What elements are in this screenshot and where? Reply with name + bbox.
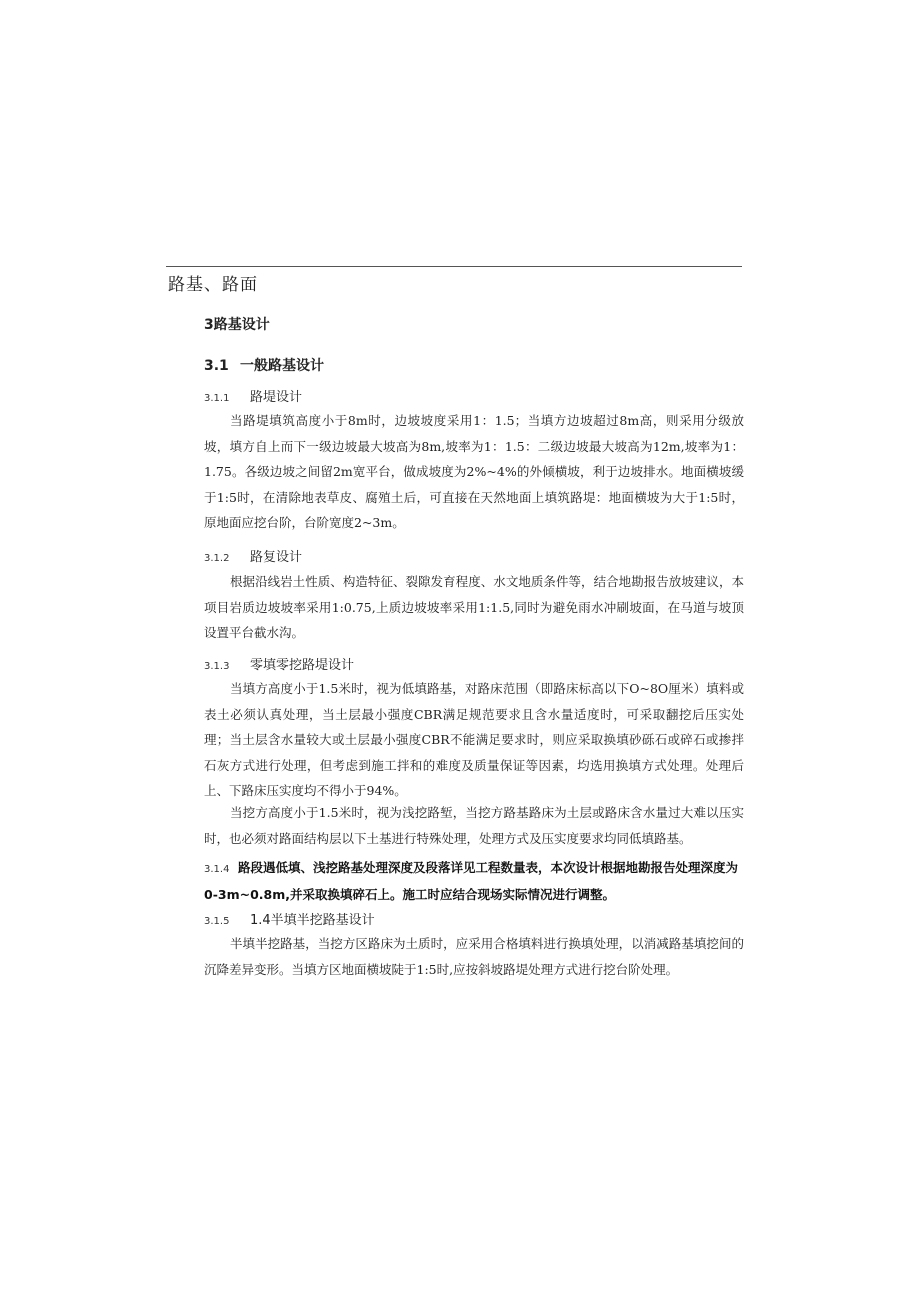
subsection-heading-3-1-1 bbox=[204, 386, 302, 405]
subsection-number: 3.1.1 bbox=[204, 393, 230, 404]
paragraph: 当挖方高度小于1.5米时，视为浅挖路堑，当挖方路基路床为土层或路床含水量过大难以压实时，也必须对路面结构层以下土基进行特殊处理，处理方式及压实度要求均同低填路基。 bbox=[204, 805, 744, 846]
subsection-text: 路段遇低填、浅挖路基处理深度及段落详见工程数量表，本次设计根据地勘报告处理深度为0-3m~0.8m,并采取换填碎石上。施工时应结合现场实际情况进行调整。 bbox=[204, 860, 739, 902]
section-heading bbox=[204, 355, 324, 375]
running-header: 路基、路面 bbox=[168, 275, 258, 295]
paragraph: 根据沿线岩土性质、构造特征、裂隙发育程度、水文地质条件等，结合地勘报告放坡建议，本项目岩质边坡坡率采用1:0.75,上质边坡坡率采用1:1.5,同时为避免雨水冲刷坡面，在马道与坡顶设置平台截水沟。 bbox=[204, 574, 744, 640]
subsection-3-1-4 bbox=[204, 855, 744, 907]
paragraph: 当路堤填筑高度小于8m时，边坡坡度采用1：1.5；当填方边坡超过8m高，则采用分级放坡，填方自上而下一级边坡最大坡高为8m,坡率为1：1.5：二级边坡最大坡高为12m,坡率为1：1.75。各级边坡之间留2m宽平台，做成坡度为2%~4%的外倾横坡，利于边坡排水。地面横坡缓于1:5时，在清除地表草皮、腐殖土后，可直接在天然地面上填筑路堤：地面横坡为大于1:5时，原地面应挖台阶，台阶宽度2~3m。 bbox=[204, 413, 744, 530]
section-title: 一般路基设计 bbox=[240, 358, 324, 374]
subsection-title: 1.4半填半挖路基设计 bbox=[250, 913, 375, 928]
subsection-number: 3.1.2 bbox=[204, 553, 230, 564]
paragraph: 当填方高度小于1.5米时，视为低填路基，对路床范围（即路床标高以下O~8O厘米）填料或表土必须认真处理，当土层最小强度CBR满足规范要求且含水量适度时，可采取翻挖后压实处理；当土层含水量较大或土层最小强度CBR不能满足要求时，则应采取换填砂砾石或碎石或掺拌石灰方式进行处理，但考虑到施工拌和的难度及质量保证等因素，均选用换填方式处理。处理后上、下路床压实度均不得小于94%。 bbox=[204, 681, 744, 798]
subsection-title: 路堤设计 bbox=[250, 390, 303, 405]
subsection-number: 3.1.5 bbox=[204, 916, 230, 927]
subsection-number: 3.1.3 bbox=[204, 661, 230, 672]
paragraph: 半填半挖路基，当挖方区路床为土质时，应采用合格填料进行换填处理，以消减路基填挖间的沉降差异变形。当填方区地面横坡陡于1:5时,应按斜坡路堤处理方式进行挖台阶处理。 bbox=[204, 936, 744, 977]
chapter-heading: 3路基设计 bbox=[204, 317, 270, 333]
header-rule bbox=[166, 266, 742, 267]
subsection-title: 路复设计 bbox=[250, 550, 303, 565]
section-number: 3.1 bbox=[204, 358, 229, 374]
subsection-title: 零填零挖路堤设计 bbox=[250, 658, 355, 673]
subsection-heading-3-1-2 bbox=[204, 546, 302, 565]
subsection-number: 3.1.4 bbox=[204, 864, 230, 875]
subsection-heading-3-1-5 bbox=[204, 909, 375, 928]
subsection-heading-3-1-3 bbox=[204, 654, 354, 673]
